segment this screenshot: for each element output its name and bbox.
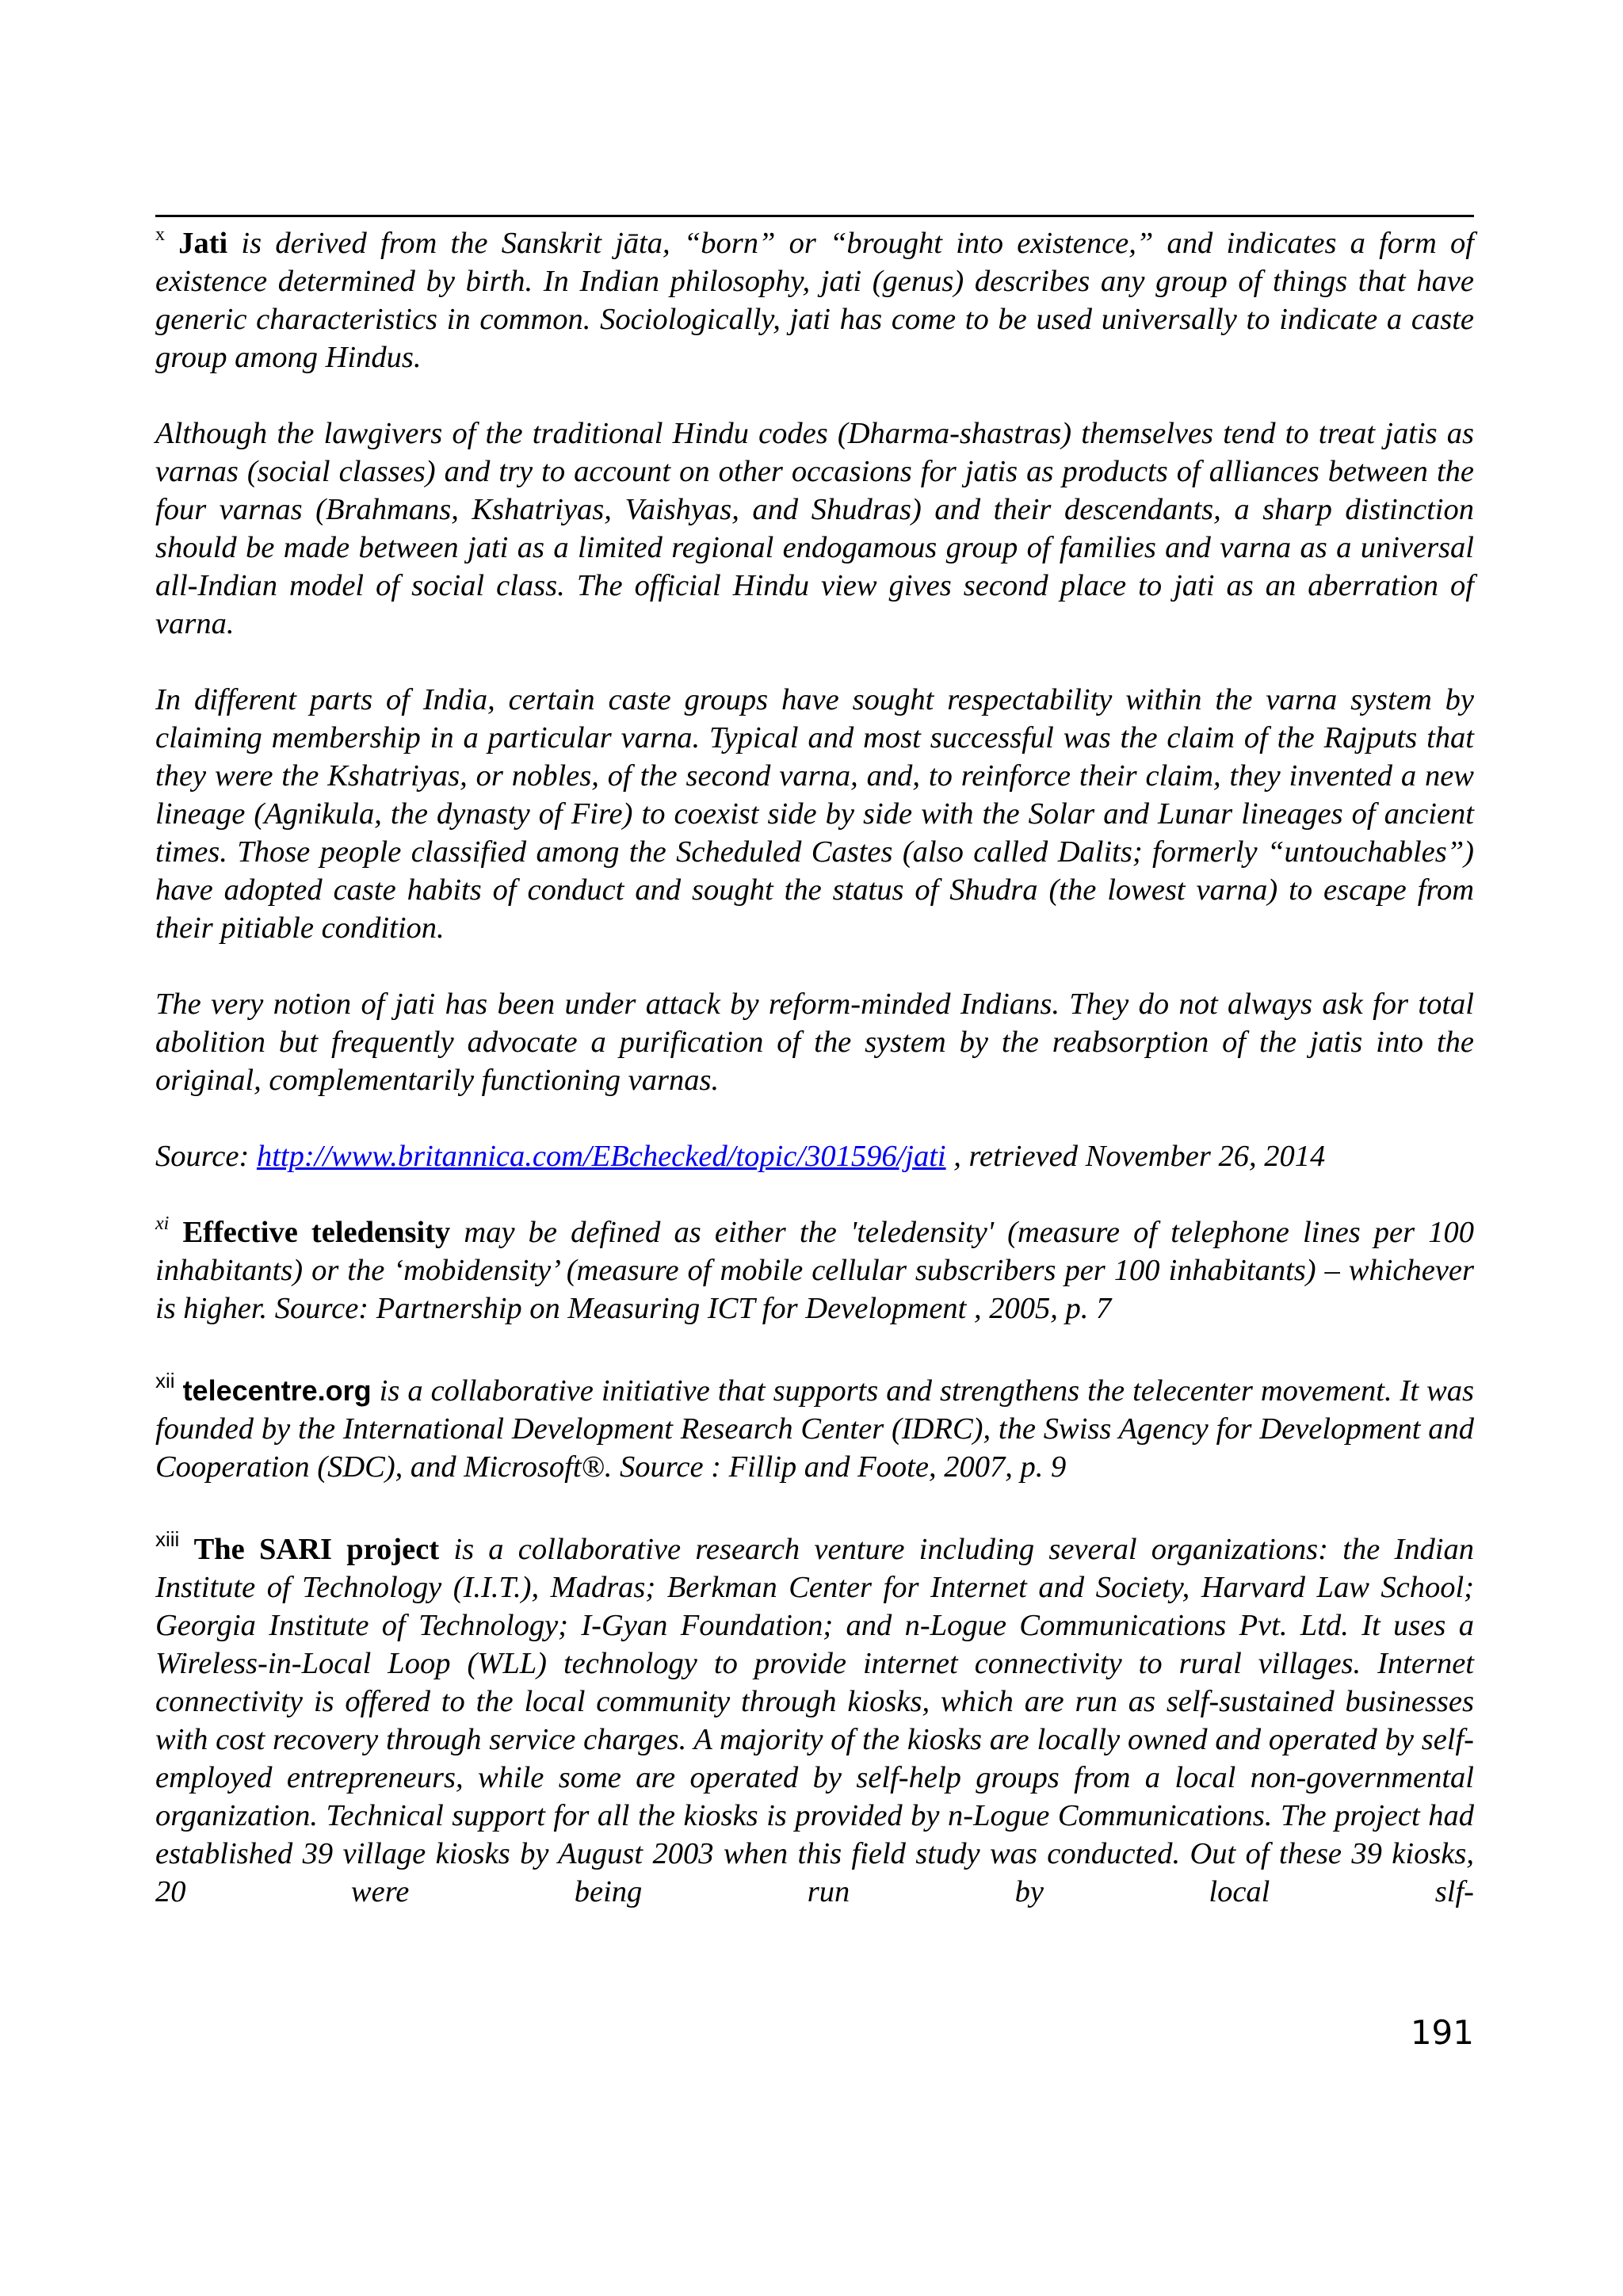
endnote-xiii xyxy=(155,1527,1474,1911)
endnote-xi xyxy=(155,1213,1474,1328)
endnote-x-source xyxy=(155,1137,1474,1175)
endnotes-section xyxy=(155,224,1474,1911)
endnote-marker: xii xyxy=(155,1369,175,1392)
source-retrieved-date: , retrieved November 26, 2014 xyxy=(945,1140,1326,1173)
page-number: 191 xyxy=(1410,2013,1474,2052)
endnote-marker: xi xyxy=(155,1213,170,1234)
endnote-x-paragraph-2: Although the lawgivers of the traditional Hindu codes (Dharma-shastras) themselves tend to treat jatis as varnas (social classes) and try to account on other occasions for jatis as products of alliances between the four varnas (Brahmans, Kshatriyas, Vaishyas, and Shudras) and their descendants, a sharp distinction should be made between jati as a limited regional endogamous group of families and varna as a universal all-Indian model of social class. The official Hindu view gives second place to jati as an aberration of varna. xyxy=(155,417,1474,640)
endnote-term: telecentre.org xyxy=(182,1374,372,1407)
endnote-text: is derived from the Sanskrit jāta, “born” or “brought into existence,” and indicates a form of existence determined by birth. In Indian philosophy, jati (genus) describes any group of things that have generic characteristics in common. Sociologically, jati has come to be used universally to indicate a caste group among Hindus. xyxy=(155,227,1474,374)
endnote-x-paragraph-3: In different parts of India, certain caste groups have sought respectability within the varna system by claiming membership in a particular varna. Typical and most successful was the claim of the Rajputs that they were the Kshatriyas, or nobles, of the second varna, and, to reinforce their claim, they invented a new lineage (Agnikula, the dynasty of Fire) to coexist side by side with the Solar and Lunar lineages of ancient times. Those people classified among the Scheduled Castes (also called Dalits; formerly “untouchables”) have adopted caste habits of conduct and sought the status of Shudra (the lowest varna) to escape from their pitiable condition. xyxy=(155,683,1474,945)
endnote-x xyxy=(155,224,1474,376)
source-prefix: Source: xyxy=(155,1140,257,1173)
endnote-text: is a collaborative initiative that supports and strengthens the telecenter movement. It was founded by the International Development Research Center (IDRC), the Swiss Agency for Development and Cooperation (SDC), and Microsoft®. Source : Fillip and Foote, 2007, p. 9 xyxy=(155,1374,1474,1484)
footnote-separator-rule xyxy=(155,215,1474,217)
endnote-xii xyxy=(155,1369,1474,1486)
endnote-marker: xiii xyxy=(155,1527,180,1551)
endnote-term: The SARI project xyxy=(193,1533,440,1566)
britannica-source-link[interactable]: http://www.britannica.com/EBchecked/topic/301596/jati xyxy=(256,1140,946,1173)
endnote-marker: x xyxy=(155,224,165,245)
endnote-text: may be defined as either the 'teledensity' (measure of telephone lines per 100 inhabitants) or the ‘mobidensity’ (measure of mobile cellular subscribers per 100 inhabitants) – whichever is higher. Source: Partnership on Measuring ICT for Development , 2005, p. 7 xyxy=(155,1216,1474,1325)
endnote-text: is a collaborative research venture including several organizations: the Indian Institute of Technology (I.I.T.), Madras; Berkman Center for Internet and Society, Harvard Law School; Georgia Institute of Technology; I-Gyan Foundation; and n-Logue Communications Pvt. Ltd. It uses a Wireless-in-Local Loop (WLL) technology to provide internet connectivity to rural villages. Internet connectivity is offered to the local community through kiosks, which are run as self-sustained businesses with cost recovery through service charges. A majority of the kiosks are locally owned and operated by self-employed entrepreneurs, while some are operated by self-help groups from a local non-governmental organization. Technical support for all the kiosks is provided by n-Logue Communications. The project had established 39 village kiosks by August 2003 when this field study was conducted. Out of these 39 kiosks, 20 were being run by local slf- xyxy=(155,1533,1474,1908)
endnote-term: Jati xyxy=(178,227,228,260)
endnote-x-paragraph-4: The very notion of jati has been under attack by reform-minded Indians. They do not always ask for total abolition but frequently advocate a purification of the system by the reabsorption of the jatis into the original, complementarily functioning varnas. xyxy=(155,988,1474,1097)
endnote-term: Effective teledensity xyxy=(182,1216,451,1249)
